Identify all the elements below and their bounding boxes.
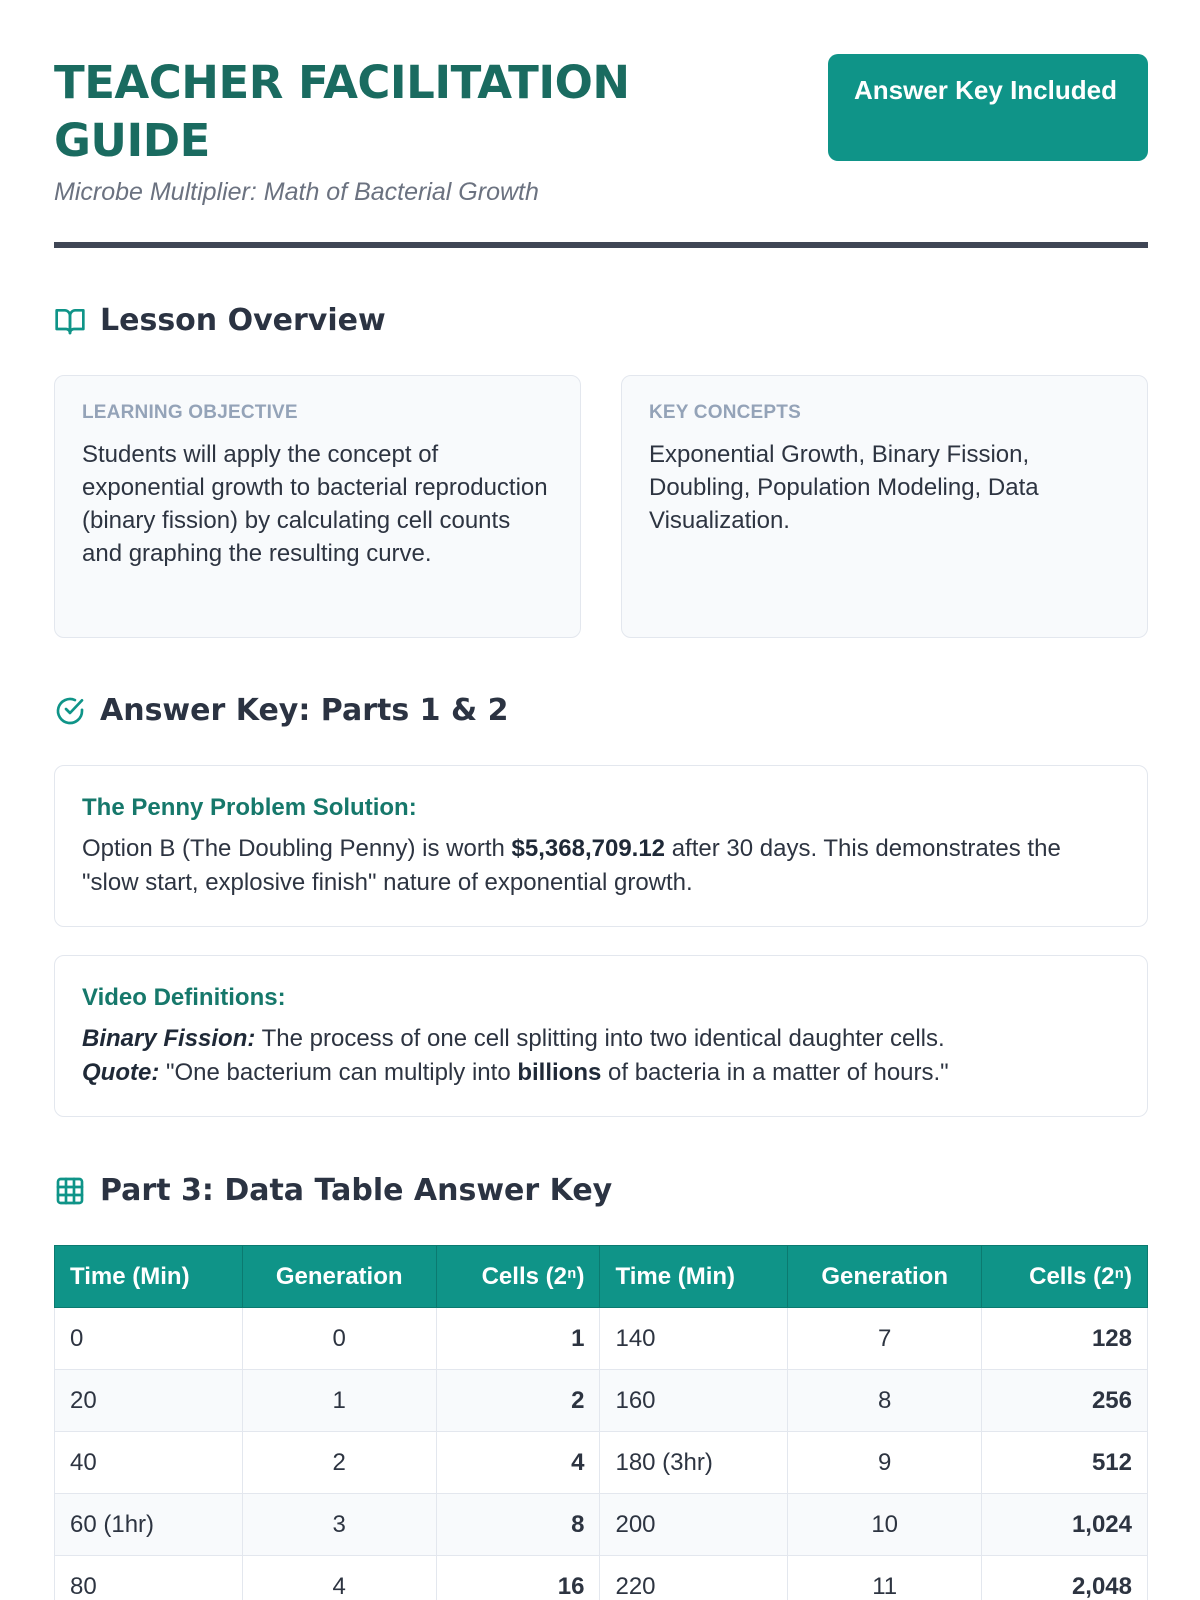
page-subtitle: Microbe Multiplier: Math of Bacterial Growth	[54, 178, 539, 206]
penny-problem-box	[54, 765, 1148, 927]
binary-fission-definition: Binary Fission: The process of one cell splitting into two identical daughter cells.	[82, 1025, 945, 1052]
key-concepts-text: Exponential Growth, Binary Fission, Doubling, Population Modeling, Data Visualization.	[649, 441, 1039, 534]
table-row	[55, 1556, 1148, 1600]
page-title: TEACHER FACILITATION GUIDE	[54, 56, 630, 167]
answer-key-badge: Answer Key Included	[828, 54, 1148, 161]
video-definitions-title: Video Definitions:	[82, 984, 286, 1011]
cells-cell: 512	[982, 1432, 1148, 1494]
cells-cell: 1,024	[982, 1494, 1148, 1556]
generation-cell: 4	[242, 1556, 436, 1600]
generation-cell: 0	[242, 1308, 436, 1370]
cells-cell: 2,048	[982, 1556, 1148, 1600]
column-header-cells: Cells (2ⁿ)	[982, 1246, 1148, 1308]
time-cell: 60 (1hr)	[55, 1494, 243, 1556]
column-header-generation: Generation	[242, 1246, 436, 1308]
generation-cell: 1	[242, 1370, 436, 1432]
time-cell: 20	[55, 1370, 243, 1432]
generation-cell: 7	[788, 1308, 982, 1370]
penny-problem-title: The Penny Problem Solution:	[82, 794, 417, 821]
check-circle-icon	[54, 695, 86, 727]
cells-cell: 16	[436, 1556, 600, 1600]
learning-objective-label: LEARNING OBJECTIVE	[82, 402, 298, 423]
time-cell: 160	[600, 1370, 788, 1432]
cells-cell: 256	[982, 1370, 1148, 1432]
table-row	[55, 1308, 1148, 1370]
book-icon	[54, 305, 86, 337]
cells-cell: 2	[436, 1370, 600, 1432]
generation-cell: 9	[788, 1432, 982, 1494]
table-row	[55, 1494, 1148, 1556]
data-table-heading	[54, 1173, 612, 1208]
table-icon	[54, 1175, 86, 1207]
penny-problem-text: Option B (The Doubling Penny) is worth $5,368,709.12 after 30 days. This demonstrates the "slow start, explosive finish" nature of exponential growth.	[82, 835, 1061, 896]
cells-cell: 1	[436, 1308, 600, 1370]
lesson-overview-heading	[54, 303, 386, 338]
time-cell: 140	[600, 1308, 788, 1370]
generation-cell: 8	[788, 1370, 982, 1432]
table-row	[55, 1370, 1148, 1432]
header	[54, 54, 1148, 249]
time-cell: 0	[55, 1308, 243, 1370]
growth-data-table	[54, 1245, 1148, 1600]
answer-key-heading	[54, 693, 508, 728]
generation-cell: 11	[788, 1556, 982, 1600]
time-cell: 40	[55, 1432, 243, 1494]
learning-objective-text: Students will apply the concept of exponential growth to bacterial reproduction (binary fission) by calculating cell counts and graphing the resulting curve.	[82, 441, 548, 567]
binary-fission-term: Binary Fission:	[82, 1025, 256, 1052]
time-cell: 200	[600, 1494, 788, 1556]
table-header-row	[55, 1246, 1148, 1308]
key-concepts-card	[621, 375, 1148, 638]
cells-cell: 128	[982, 1308, 1148, 1370]
penny-value: $5,368,709.12	[511, 835, 666, 862]
learning-objective-card	[54, 375, 581, 638]
key-concepts-label: KEY CONCEPTS	[649, 402, 801, 423]
time-cell: 180 (3hr)	[600, 1432, 788, 1494]
video-definitions-box	[54, 955, 1148, 1117]
quote-term: Quote:	[82, 1059, 160, 1086]
time-cell: 220	[600, 1556, 788, 1600]
lesson-overview-title: Lesson Overview	[100, 303, 386, 338]
cells-cell: 4	[436, 1432, 600, 1494]
column-header-generation: Generation	[788, 1246, 982, 1308]
answer-key-title: Answer Key: Parts 1 & 2	[100, 693, 509, 728]
generation-cell: 3	[242, 1494, 436, 1556]
generation-cell: 10	[788, 1494, 982, 1556]
cells-cell: 8	[436, 1494, 600, 1556]
video-quote: Quote: "One bacterium can multiply into billions of bacteria in a matter of hours."	[82, 1059, 949, 1086]
column-header-cells: Cells (2ⁿ)	[436, 1246, 600, 1308]
generation-cell: 2	[242, 1432, 436, 1494]
table-row	[55, 1432, 1148, 1494]
header-divider	[54, 242, 1148, 248]
data-table-title: Part 3: Data Table Answer Key	[100, 1173, 613, 1208]
time-cell: 80	[55, 1556, 243, 1600]
column-header-time: Time (Min)	[55, 1246, 243, 1308]
column-header-time: Time (Min)	[600, 1246, 788, 1308]
